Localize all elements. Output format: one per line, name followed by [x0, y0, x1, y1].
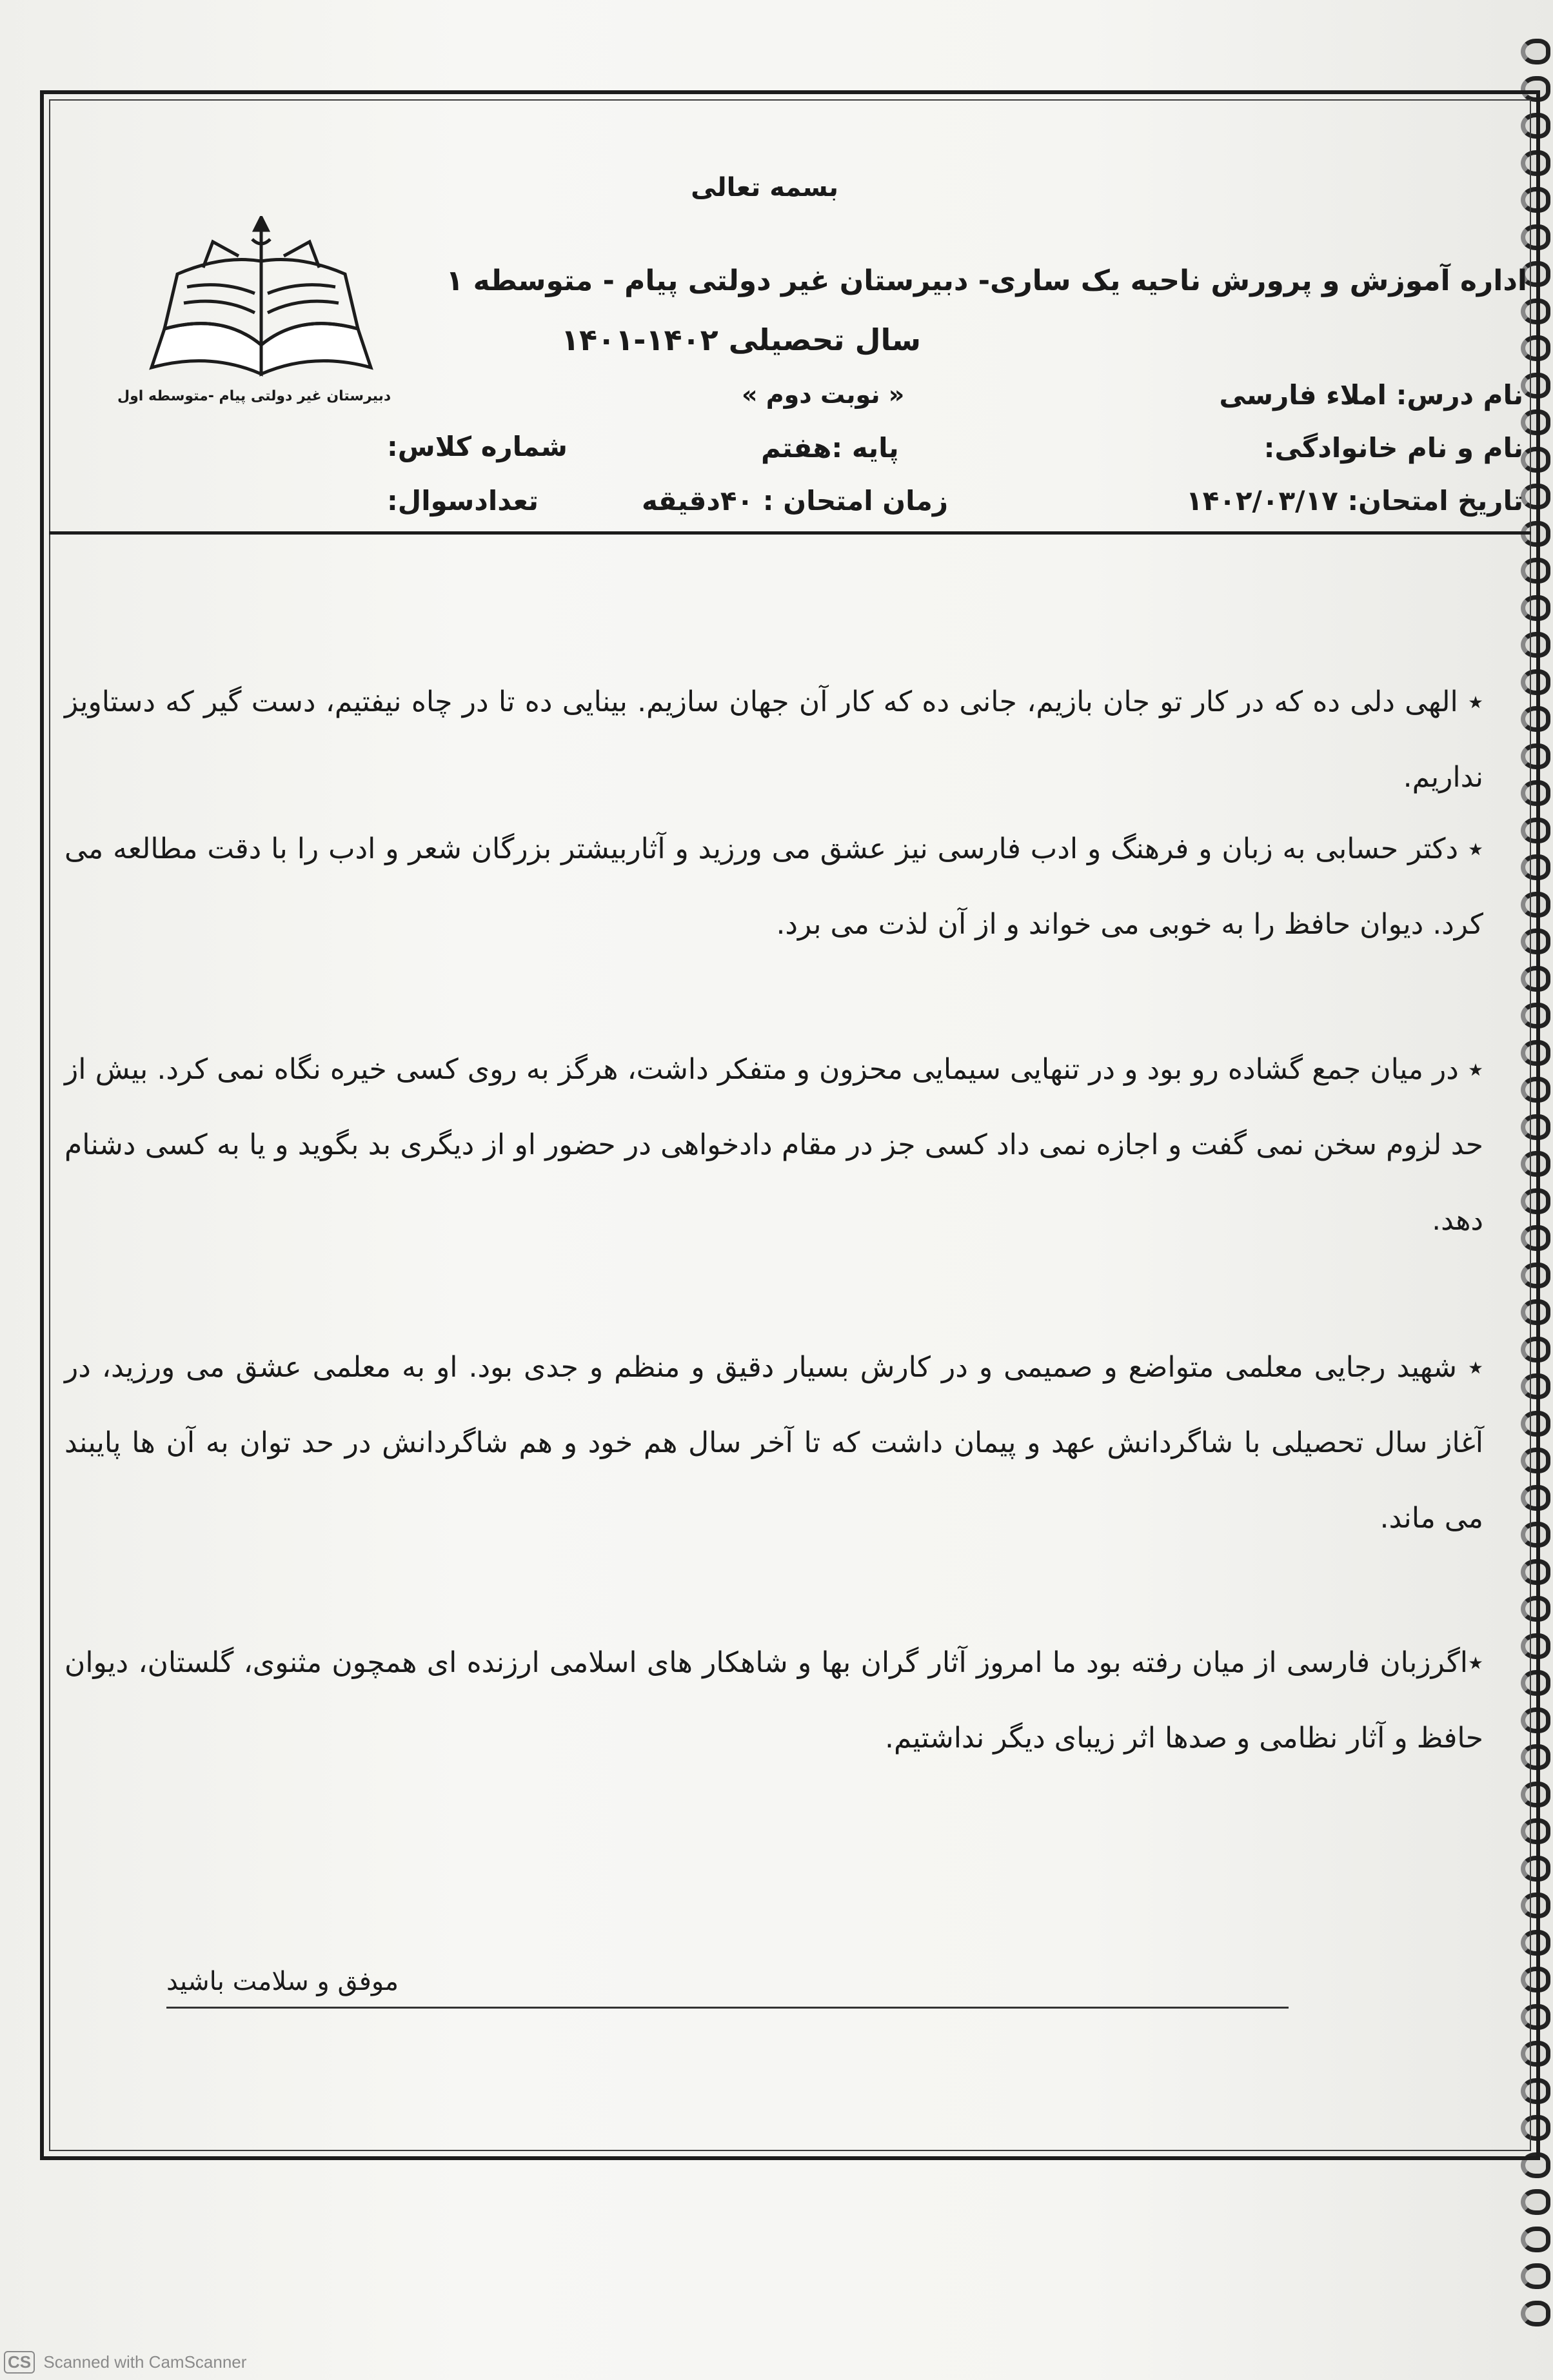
exam-date-field: تاریخ امتحان: ۱۴۰۲/۰۳/۱۷: [1186, 485, 1523, 516]
spiral-ring: [1521, 2263, 1550, 2289]
dictation-paragraph: ٭ شهید رجایی معلمی متواضع و صمیمی و در کارش بسیار دقیق و منظم و جدی بود. او به معلمی عشق می ورزید، در آغاز سال تحصیلی با شاگردانش عهد و پیمان داشت که تا آخر سال هم خود و هم شاگردانش در حد توان به آن ها پایبند می ماند.: [64, 1351, 1483, 1535]
scanner-text: Scanned with CamScanner: [43, 2352, 247, 2372]
school-caption: دبیرستان غیر دولتی پیام -متوسطه اول: [117, 388, 391, 404]
spiral-ring: [1521, 2227, 1550, 2252]
school-logo-icon: [126, 216, 397, 384]
camscanner-icon: CS: [4, 2351, 35, 2374]
bismillah-heading: بسمه تعالی: [691, 173, 838, 202]
dictation-paragraph: ٭اگرزبان فارسی از میان رفته بود ما امروز آثار گران بها و شاهکار های اسلامی ارزنده ای همچون مثنوی، گلستان، دیوان حافظ و آثار نظامی و صدها اثر زیبای دیگر نداشتیم.: [64, 1646, 1483, 1755]
grade-field: پایه :هفتم: [761, 432, 899, 464]
closing-note: موفق و سلامت باشید: [166, 1967, 399, 1996]
exam-round: « نوبت دوم »: [742, 380, 905, 409]
dictation-paragraph: ٭ دکتر حسابی به زبان و فرهنگ و ادب فارسی نیز عشق می ورزید و آثاربیشتر بزرگان شعر و ادب را با دقت مطالعه می کرد. دیوان حافظ را به خوبی می خواند و از آن لذت می برد.: [64, 832, 1483, 941]
dictation-paragraph: ٭ الهی دلی ده که در کار تو جان بازیم، جانی ده که کار آن جهان سازیم. بینایی ده تا در چاه نیفتیم، دست گیر که دستاویز نداریم.: [64, 685, 1483, 794]
question-count-field: تعدادسوال:: [387, 485, 539, 516]
spiral-ring: [1521, 2189, 1550, 2215]
spiral-ring: [1521, 39, 1550, 64]
office-line: اداره آموزش و پرورش ناحیه یک ساری- دبیرستان غیر دولتی پیام - متوسطه ۱: [446, 264, 1527, 297]
student-name-field: نام و نام خانوادگی:: [1263, 432, 1523, 464]
closing-underline: [166, 2007, 1289, 2009]
dictation-paragraph: ٭ در میان جمع گشاده رو بود و در تنهایی سیمایی محزون و متفکر داشت، هرگز به روی کسی خیره نگاه نمی کرد. بیش از حد لزوم سخن نمی گفت و اجازه نمی داد کسی جز در مقام دادخواهی در حضور او از دیگری بد بگوید و یا به کسی دشنام دهد.: [64, 1053, 1483, 1237]
scanner-footer: [4, 2351, 246, 2374]
exam-duration-field: زمان امتحان : ۴۰دقیقه: [642, 485, 949, 516]
spiral-ring: [1521, 2301, 1550, 2326]
subject-field: نام درس: املاء فارسی: [1219, 379, 1523, 411]
academic-year: سال تحصیلی ۱۴۰۲-۱۴۰۱: [560, 322, 921, 357]
header-divider: [49, 531, 1531, 535]
class-number-field: شماره کلاس:: [387, 431, 568, 462]
